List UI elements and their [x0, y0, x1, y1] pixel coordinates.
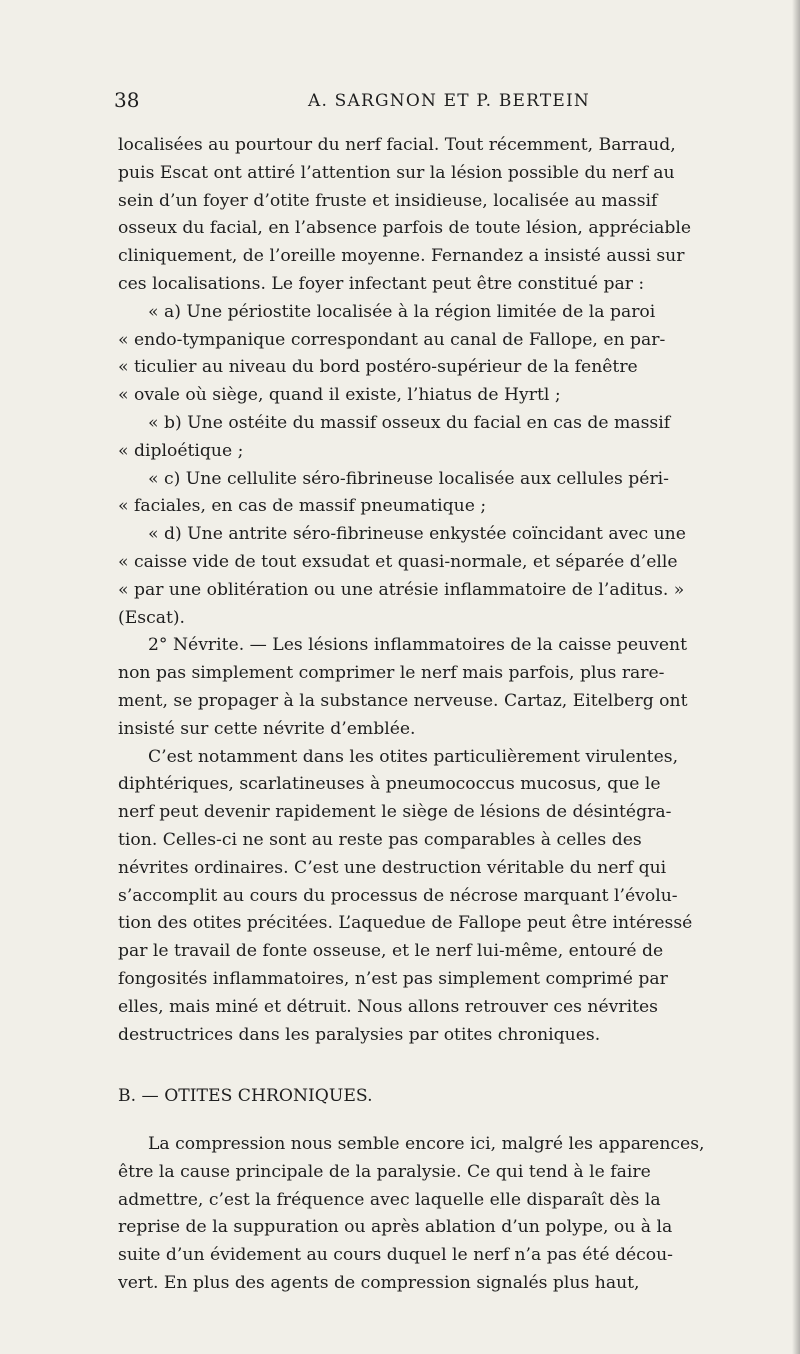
text-line: destructrices dans les paralysies par otites chroniques. [118, 1024, 601, 1045]
paragraph-1 [118, 132, 784, 299]
text-line: s’accomplit au cours du processus de nécrose marquant l’évolu- [118, 885, 678, 906]
page-edge-shadow [792, 0, 800, 1354]
text-line: localisées au pourtour du nerf facial. Tout récemment, Barraud, [118, 135, 676, 155]
text-line: « endo-tympanique correspondant au canal de Fallope, en par- [118, 329, 666, 350]
page-header [114, 88, 714, 118]
text-line: ment, se propager à la substance nerveuse. Cartaz, Eitelberg ont [118, 690, 688, 711]
text-line: « caisse vide de tout exsudat et quasi-normale, et séparée d’elle [118, 551, 678, 572]
spacer [118, 1049, 784, 1083]
text-line: tion des otites précitées. L’aquedue de Fallope peut être intéressé [118, 913, 693, 934]
text-line: « faciales, en cas de massif pneumatique ; [118, 496, 487, 517]
text-line: « b) Une ostéite du massif osseux du facial en cas de massif [148, 412, 671, 433]
text-line: reprise de la suppuration ou après ablation d’un polype, ou à la [118, 1217, 673, 1238]
page-number: 38 [114, 88, 140, 112]
paragraph-4 [118, 1131, 784, 1298]
text-line: puis Escat ont attiré l’attention sur la lésion possible du nerf au [118, 162, 675, 183]
text-line: non pas simplement comprimer le nerf mais parfois, plus rare- [118, 663, 665, 684]
text-line: sein d’un foyer d’otite fruste et insidieuse, localisée au massif [118, 190, 658, 211]
paragraph-2 [118, 632, 784, 743]
text-line: 2° Névrite. — Les lésions inflammatoires de la caisse peuvent [148, 635, 687, 656]
text-line: (Escat). [118, 607, 186, 628]
text-line: cliniquement, de l’oreille moyenne. Fernandez a insisté aussi sur [118, 246, 685, 267]
text-line: elles, mais miné et détruit. Nous allons retrouver ces névrites [118, 996, 658, 1017]
text-line: être la cause principale de la paralysie. Ce qui tend à le faire [118, 1161, 651, 1182]
quoted-list [118, 299, 784, 633]
text-line: C’est notamment dans les otites particulièrement virulentes, [148, 746, 679, 767]
text-line: « par une oblitération ou une atrésie inflammatoire de l’aditus. » [118, 579, 685, 600]
text-line: admettre, c’est la fréquence avec laquelle elle disparaît dès la [118, 1189, 661, 1210]
text-line: « c) Une cellulite séro-fibrineuse localisée aux cellules péri- [148, 468, 669, 489]
text-line: « a) Une périostite localisée à la région limitée de la paroi [148, 301, 656, 322]
text-line: osseux du facial, en l’absence parfois de toute lésion, appréciable [118, 218, 692, 239]
text-line: La compression nous semble encore ici, malgré les apparences, [148, 1134, 705, 1155]
spacer [118, 1111, 784, 1131]
text-line: suite d’un évidement au cours duquel le nerf n’a pas été décou- [118, 1245, 673, 1266]
text-line: « ovale où siège, quand il existe, l’hiatus de Hyrtl ; [118, 385, 561, 406]
text-line: fongosités inflammatoires, n’est pas simplement comprimé par [118, 968, 668, 989]
running-head: A. SARGNON ET P. BERTEIN [308, 91, 590, 111]
text-line: « diploétique ; [118, 440, 244, 461]
text-line: « d) Une antrite séro-fibrineuse enkystée coïncidant avec une [148, 524, 686, 545]
text-line: tion. Celles-ci ne sont au reste pas comparables à celles des [118, 829, 642, 850]
text-line: vert. En plus des agents de compression signalés plus haut, [118, 1273, 640, 1294]
text-line: diphtériques, scarlatineuses à pneumococcus mucosus, que le [118, 774, 661, 795]
text-line: ces localisations. Le foyer infectant peut être constitué par : [118, 273, 645, 294]
text-line: insisté sur cette névrite d’emblée. [118, 718, 416, 739]
section-heading: B. — OTITES CHRONIQUES. [118, 1086, 373, 1107]
text-line: « ticulier au niveau du bord postéro-supérieur de la fenêtre [118, 357, 638, 378]
text-line: nerf peut devenir rapidement le siège de lésions de désintégra- [118, 802, 672, 823]
text-line: névrites ordinaires. C’est une destruction véritable du nerf qui [118, 857, 667, 878]
body-text [118, 132, 784, 1298]
paragraph-3 [118, 744, 784, 1050]
text-line: par le travail de fonte osseuse, et le nerf lui-même, entouré de [118, 941, 664, 962]
